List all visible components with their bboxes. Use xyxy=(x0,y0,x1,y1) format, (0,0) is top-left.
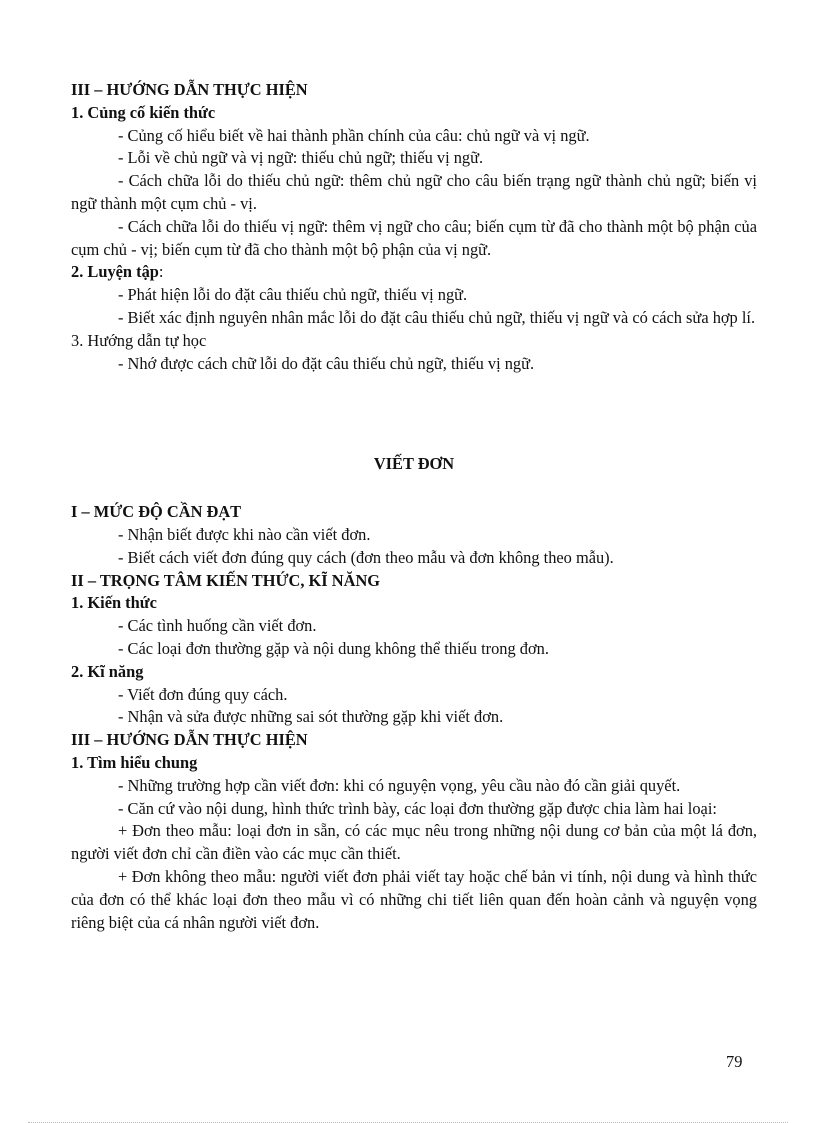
list-item: - Cách chữa lỗi do thiếu chủ ngữ: thêm chủ ngữ cho câu biến trạng ngữ thành chủ ngữ; biến vị ngữ thành một cụm chủ - vị. xyxy=(71,171,757,213)
paragraph: + Đơn không theo mẫu: người viết đơn phải viết tay hoặc chế bản vi tính, nội dung và hình thức của đơn có thể khác loại đơn theo mẫu vì có những chi tiết liên quan đến hoàn cảnh và nguyện vọng riêng biệt của cá nhân người viết đơn. xyxy=(71,866,757,932)
paragraph: + Đơn theo mẫu: loại đơn in sẵn, có các mục nêu trong những nội dung cơ bản của một lá đơn, người viết đơn chỉ cần điền vào các mục cần thiết. xyxy=(71,821,757,864)
section-heading: III – HƯỚNG DẪN THỰC HIỆN xyxy=(71,80,308,99)
list-item: - Biết cách viết đơn đúng quy cách (đơn theo mẫu và đơn không theo mẫu). xyxy=(118,547,614,567)
subheading-practice-colon: : xyxy=(158,262,164,282)
list-item: - Phát hiện lỗi do đặt câu thiếu chủ ngữ, thiếu vị ngữ. xyxy=(118,285,468,305)
list-item: - Lỗi về chủ ngữ và vị ngữ: thiếu chủ ngữ; thiếu vị ngữ. xyxy=(118,148,484,168)
subheading-consolidate: 1. Củng cố kiến thức xyxy=(71,102,216,122)
list-item: - Nhận và sửa được những sai sót thường gặp khi viết đơn. xyxy=(118,707,504,727)
section-heading: III – HƯỚNG DẪN THỰC HIỆN xyxy=(71,730,308,750)
list-item: - Củng cố hiểu biết về hai thành phần chính của câu: chủ ngữ và vị ngữ. xyxy=(118,125,590,145)
subheading-practice-label: 2. Luyện tập xyxy=(71,262,159,282)
subheading-overview: 1. Tìm hiểu chung xyxy=(71,752,198,772)
subheading-self-study: 3. Hướng dẫn tự học xyxy=(71,330,207,350)
list-item: - Nhận biết được khi nào cần viết đơn. xyxy=(118,524,371,544)
list-item: - Biết xác định nguyên nhân mắc lỗi do đặt câu thiếu chủ ngữ, thiếu vị ngữ và có cách sửa hợp lí. xyxy=(118,307,756,327)
list-item: - Nhớ được cách chữ lỗi do đặt câu thiếu chủ ngữ, thiếu vị ngữ. xyxy=(118,353,535,373)
page-number: 79 xyxy=(726,1052,743,1071)
paragraph: - Những trường hợp cần viết đơn: khi có nguyện vọng, yêu cầu nào đó cần giải quyết. xyxy=(118,775,681,795)
list-item: - Các tình huống cần viết đơn. xyxy=(118,616,317,636)
subheading-knowledge: 1. Kiến thức xyxy=(71,593,157,613)
paragraph: - Căn cứ vào nội dung, hình thức trình bày, các loại đơn thường gặp được chia làm hai loại: xyxy=(118,798,717,818)
lesson-title: VIẾT ĐƠN xyxy=(373,454,455,474)
subheading-practice xyxy=(71,261,757,284)
section-heading: I – MỨC ĐỘ CẦN ĐẠT xyxy=(71,502,242,522)
page-content xyxy=(71,79,757,934)
subheading-skills: 2. Kĩ năng xyxy=(71,661,144,681)
list-item: - Viết đơn đúng quy cách. xyxy=(118,684,288,704)
section-heading: II – TRỌNG TÂM KIẾN THỨC, KĨ NĂNG xyxy=(71,570,381,590)
list-item: - Các loại đơn thường gặp và nội dung không thể thiếu trong đơn. xyxy=(118,638,549,658)
list-item: - Cách chữa lỗi do thiếu vị ngữ: thêm vị ngữ cho câu; biến cụm từ đã cho thành một bộ phận của cụm chủ - vị; biến cụm từ đã cho thành một bộ phận của vị ngữ. xyxy=(71,216,757,259)
